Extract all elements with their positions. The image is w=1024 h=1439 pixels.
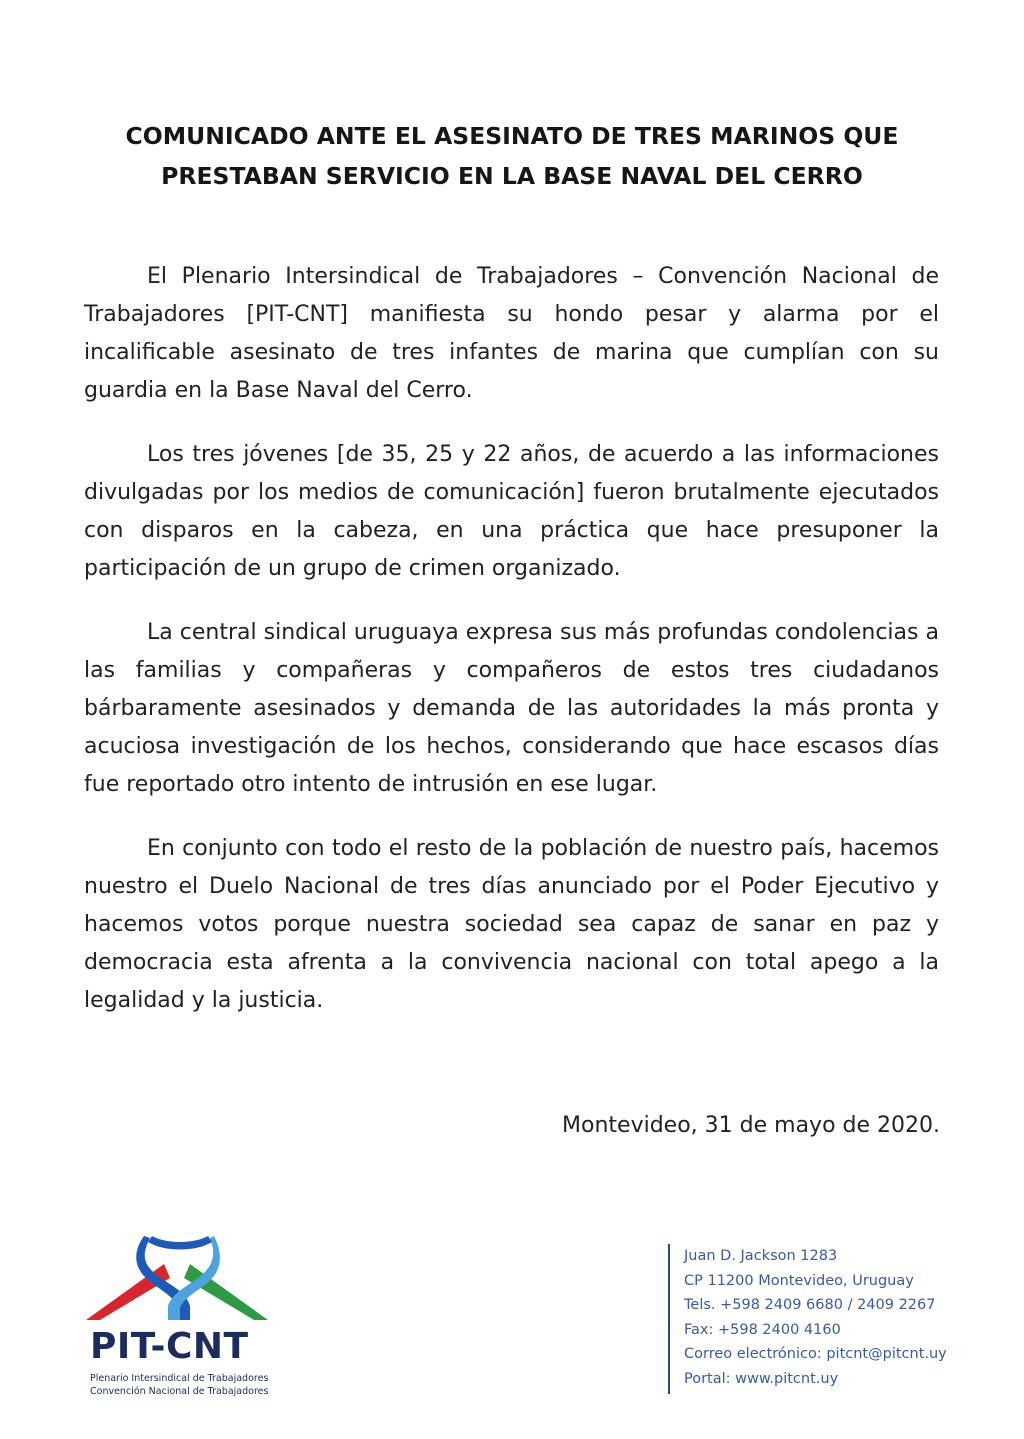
logo-subtitle-line-1: Plenario Intersindical de Trabajadores	[90, 1373, 269, 1384]
contact-address: Juan D. Jackson 1283	[684, 1248, 838, 1264]
contact-phones: Tels. +598 2409 6680 / 2409 2267	[684, 1297, 936, 1313]
emblem-green-stripe	[184, 1264, 268, 1320]
document-title	[84, 116, 940, 196]
statement-paragraph-2: Los tres jóvenes [de 35, 25 y 22 años, de acuerdo a las informaciones divulgadas por los medios de comunicación] fueron brutalmente ejecutados con disparos en la cabeza, en una práctica que hace presuponer la participación de un grupo de crimen organizado.	[84, 442, 939, 581]
document-title-line-1: COMUNICADO ANTE EL ASESINATO DE TRES MARINOS QUE	[125, 121, 899, 150]
pit-cnt-emblem-icon	[86, 1234, 271, 1324]
logo-wordmark: PIT-CNT	[90, 1326, 249, 1367]
contact-block	[668, 1244, 947, 1394]
contact-city: CP 11200 Montevideo, Uruguay	[684, 1272, 914, 1289]
logo-subtitle-line-2: Convención Nacional de Trabajadores	[90, 1386, 269, 1397]
statement-body	[84, 258, 939, 1046]
document-title-line-2: PRESTABAN SERVICIO EN LA BASE NAVAL DEL CERRO	[161, 161, 863, 190]
emblem-top-loop	[148, 1236, 212, 1250]
place-and-date: Montevideo, 31 de mayo de 2020.	[562, 1113, 940, 1138]
statement-paragraph-3: La central sindical uruguaya expresa sus más profundas condolencias a las familias y compañeras y compañeros de estos tres ciudadanos bárbaramente asesinados y demanda de las autoridades la más pronta y acuciosa investigación de los hechos, considerando que hace escasos días fue reportado otro intento de intrusión en ese lugar.	[84, 620, 939, 797]
contact-fax: Fax: +598 2400 4160	[684, 1321, 841, 1338]
pit-cnt-logo	[86, 1234, 271, 1404]
statement-paragraph-4: En conjunto con todo el resto de la población de nuestro país, hacemos nuestro el Duelo Nacional de tres días anunciado por el Poder Ejecutivo y hacemos votos porque nuestra sociedad sea capaz de sanar en paz y democracia esta afrenta a la convivencia nacional con total apego a la legalidad y la justicia.	[84, 836, 939, 1013]
emblem-red-stripe	[86, 1264, 170, 1320]
statement-paragraph-1: El Plenario Intersindical de Trabajadores – Convención Nacional de Trabajadores [PIT-CNT] manifiesta su hondo pesar y alarma por el incalificable asesinato de tres infantes de marina que cumplían con su guardia en la Base Naval del Cerro.	[84, 264, 939, 403]
contact-portal: Portal: www.pitcnt.uy	[684, 1370, 839, 1387]
contact-email: Correo electrónico: pitcnt@pitcnt.uy	[684, 1346, 947, 1362]
